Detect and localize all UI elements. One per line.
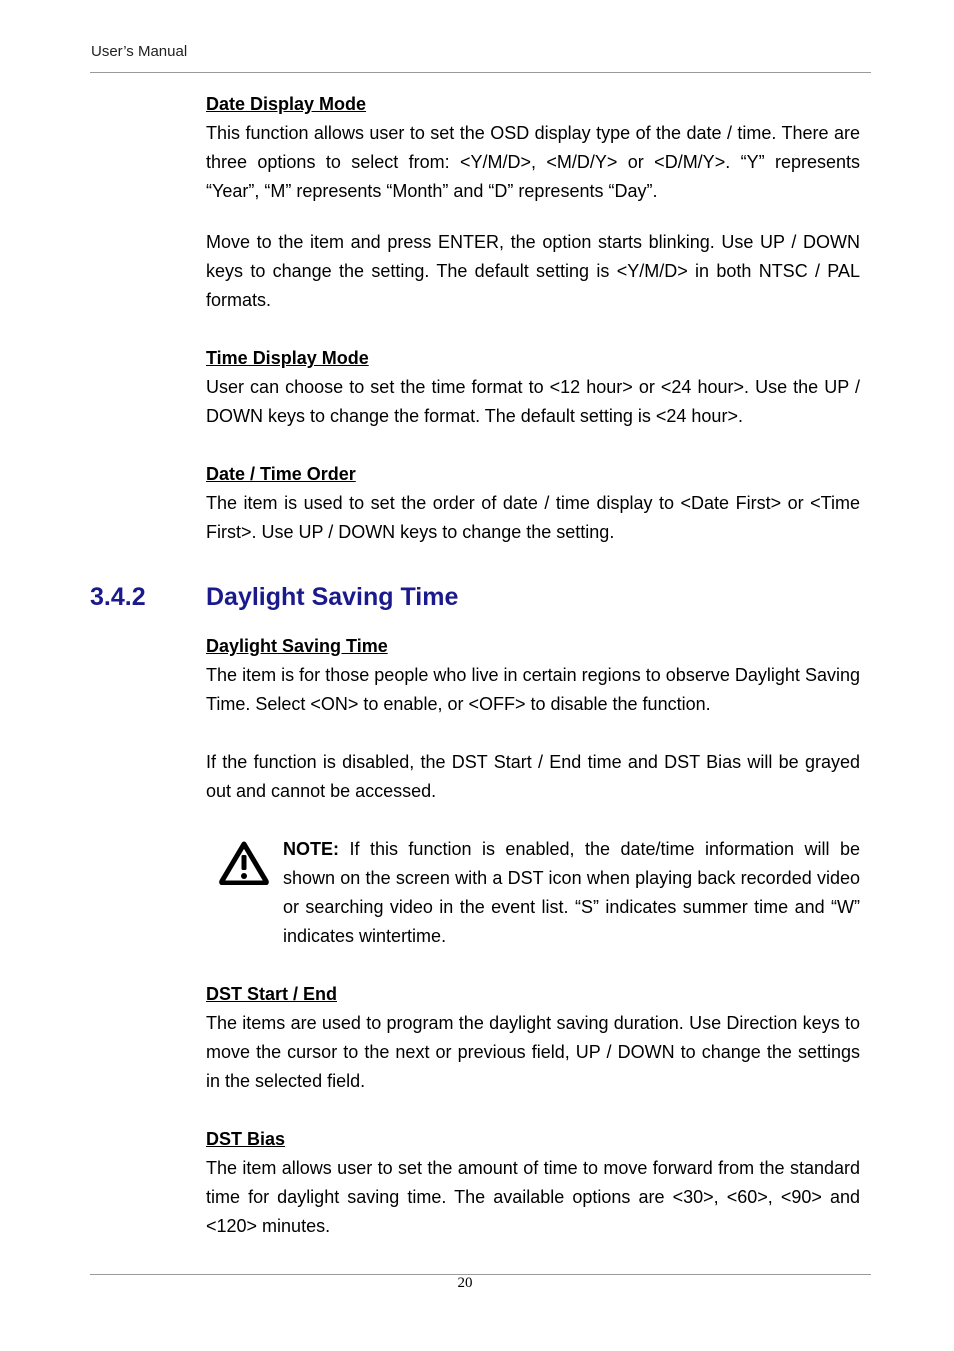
dst-start-end-heading: DST Start / End [206,984,338,1004]
section-title: Daylight Saving Time [206,583,459,611]
date-display-mode-paragraph-2: Move to the item and press ENTER, the option starts blinking. Use UP / DOWN keys to change the setting. The default setting is <Y/M/D> in both NTSC / PAL formats. [206,232,860,310]
dst-paragraph-1: The item is for those people who live in certain regions to observe Daylight Saving Time. Select <ON> to enable, or <OFF> to disable the function. [206,665,860,714]
dst-heading: Daylight Saving Time [206,636,388,656]
time-display-mode-heading: Time Display Mode [206,348,369,368]
dst-bias-heading: DST Bias [206,1129,286,1149]
warning-triangle-icon [219,841,269,885]
page-number: 20 [457,1275,473,1291]
dst-paragraph-2: If the function is disabled, the DST Start / End time and DST Bias will be grayed out and cannot be accessed. [206,752,860,801]
note-text: If this function is enabled, the date/time information will be shown on the screen with a DST icon when playing back recorded video or searching video in the event list. “S” indicates summer time and “W” indicates wintertime. [283,839,860,946]
page-header: User’s Manual [91,43,188,60]
date-display-mode-heading: Date Display Mode [206,94,367,114]
content-lower [206,632,860,1241]
dst-bias-paragraph: The item allows user to set the amount of time to move forward from the standard time for daylight saving time. The available options are <30>, <60>, <90> and <120> minutes. [206,1158,860,1236]
dst-start-end-paragraph: The items are used to program the daylight saving duration. Use Direction keys to move the cursor to the next or previous field, UP / DOWN to change the settings in the selected field. [206,1013,860,1091]
time-display-mode-paragraph: User can choose to set the time format to <12 hour> or <24 hour>. Use the UP / DOWN keys to change the format. The default setting is <24 hour>. [206,377,860,426]
date-time-order-paragraph: The item is used to set the order of date / time display to <Date First> or <Time First>. Use UP / DOWN keys to change the setting. [206,493,860,542]
content-upper [206,90,860,547]
note-box [206,835,860,951]
date-time-order-heading: Date / Time Order [206,464,356,484]
section-number: 3.4.2 [90,583,146,611]
date-display-mode-paragraph-1: This function allows user to set the OSD display type of the date / time. There are three options to select from: <Y/M/D>, <M/D/Y> or <D/M/Y>. “Y” represents “Year”, “M” represents “Month” and “D” represents “Day”. [206,123,860,201]
header-divider [90,72,871,73]
note-label: NOTE: [283,839,339,859]
